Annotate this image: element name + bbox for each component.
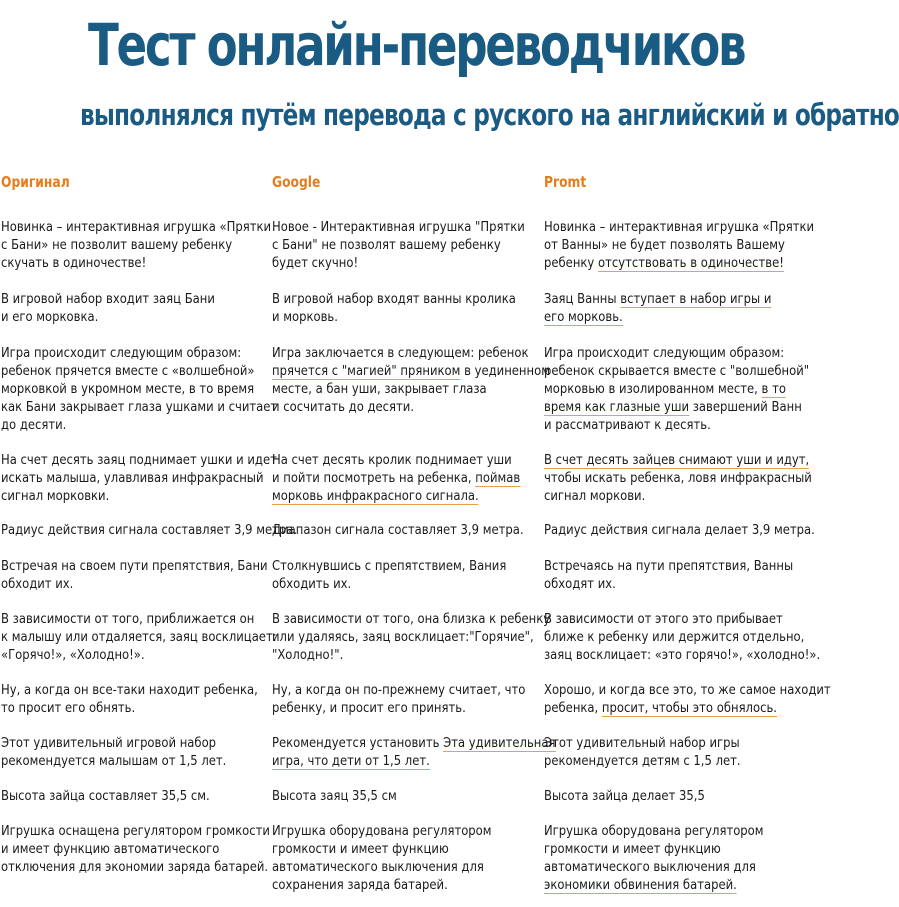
text-line	[272, 840, 521, 858]
page-title: Тест онлайн-переводчиков	[88, 11, 745, 79]
text-line	[544, 218, 815, 236]
text-line	[272, 521, 524, 539]
text-segment: ребенку	[544, 255, 598, 271]
text-line	[544, 752, 793, 770]
text-line	[1, 487, 250, 505]
text-segment: В игровой набор входят ванны кролика	[272, 291, 516, 307]
text-line	[544, 398, 802, 416]
text-line	[544, 628, 805, 646]
text-block-google	[272, 734, 556, 770]
text-segment: "Холодно!".	[272, 647, 344, 663]
text-segment: будет скучно!	[272, 255, 359, 271]
text-line	[544, 521, 815, 539]
text-block-original	[1, 290, 250, 326]
text-line	[1, 628, 277, 646]
text-line	[272, 610, 551, 628]
text-line	[1, 557, 268, 575]
text-block-original	[1, 344, 278, 434]
text-block-promt	[544, 822, 793, 894]
highlighted-phrase: его морковь.	[544, 309, 623, 325]
text-line	[544, 469, 812, 487]
text-block-original	[1, 610, 277, 664]
text-segment: до десяти.	[1, 417, 67, 433]
text-line	[1, 521, 298, 539]
text-segment: На счет десять заяц поднимает ушки и идет	[1, 452, 277, 468]
text-segment: Радиус действия сигнала составляет 3,9 метра.	[1, 522, 298, 538]
text-line	[272, 218, 525, 236]
text-segment: громкости и имеет функцию	[272, 841, 449, 857]
text-line	[272, 575, 521, 593]
text-segment: Высота заяц 35,5 см	[272, 788, 397, 804]
text-line	[272, 487, 521, 505]
text-segment: автоматического выключения для	[272, 859, 484, 875]
text-segment: Этот удивительный набор игры	[544, 735, 740, 751]
text-segment: Игрушка оборудована регулятором	[544, 823, 764, 839]
text-segment: Игра заключается в следующем: ребенок	[272, 345, 529, 361]
text-segment: ребенок скрывается вместе с "волшебной"	[544, 363, 810, 379]
text-line	[272, 236, 521, 254]
text-segment: с Бани" не позволят вашему ребенку	[272, 237, 501, 253]
text-block-google	[272, 681, 526, 717]
text-line	[544, 610, 793, 628]
text-line	[1, 469, 264, 487]
text-line	[544, 344, 793, 362]
text-line	[272, 344, 529, 362]
text-line	[544, 575, 793, 593]
text-segment: сохранения заряда батарей.	[272, 877, 448, 893]
text-line	[544, 840, 793, 858]
text-segment: морковкой в укромном месте, в то время	[1, 381, 255, 397]
text-segment: и пойти посмотреть на ребенка,	[272, 470, 476, 486]
text-line	[272, 451, 521, 469]
text-segment: Новинка – интерактивная игрушка «Прятки	[1, 219, 272, 235]
text-line	[544, 876, 793, 894]
text-block-google	[272, 344, 550, 416]
text-segment: Высота зайца составляет 35,5 см.	[1, 788, 210, 804]
text-block-original	[1, 451, 277, 505]
text-segment: Радиус действия сигнала делает 3,9 метра.	[544, 522, 815, 538]
text-block-promt	[544, 290, 793, 326]
text-segment: чтобы искать ребенка, ловя инфракрасный	[544, 470, 812, 486]
text-line	[544, 451, 810, 469]
column-heading-google: Google	[272, 173, 321, 191]
text-line	[544, 290, 793, 308]
text-segment: На счет десять кролик поднимает уши	[272, 452, 512, 468]
text-line	[272, 290, 521, 308]
text-block-original	[1, 681, 258, 717]
text-segment: Игрушка оборудована регулятором	[272, 823, 492, 839]
text-line	[1, 787, 250, 805]
text-segment: заяц восклицает: «это горячо!», «холодно!».	[544, 647, 821, 663]
text-line	[1, 681, 258, 699]
text-line	[544, 254, 793, 272]
text-segment: Игра происходит следующим образом:	[1, 345, 242, 361]
highlighted-phrase: поймав	[475, 470, 521, 486]
text-line	[272, 557, 521, 575]
text-segment: в уединенном	[460, 363, 550, 379]
text-segment: Ну, а когда он по-прежнему считает, что	[272, 682, 526, 698]
text-segment: к малышу или отдаляется, заяц восклицает:	[1, 629, 277, 645]
text-segment: ближе к ребенку или держится отдельно,	[544, 629, 805, 645]
text-block-promt	[544, 734, 793, 770]
highlighted-phrase: просит, чтобы это обнялось.	[601, 700, 778, 716]
text-segment: от Ванны» не будет позволять Вашему	[544, 237, 785, 253]
text-segment: морковью в изолированном месте,	[544, 381, 762, 397]
text-segment: отключения для экономии заряда батарей.	[1, 859, 269, 875]
text-segment: рекомендуется детям с 1,5 лет.	[544, 753, 741, 769]
text-line	[544, 416, 793, 434]
text-line	[1, 362, 255, 380]
text-segment: Этот удивительный игровой набор	[1, 735, 217, 751]
text-block-promt	[544, 451, 812, 505]
text-line	[272, 469, 521, 487]
text-block-promt	[544, 521, 815, 539]
text-line	[272, 876, 521, 894]
text-segment: Ну, а когда он все-таки находит ребенка,	[1, 682, 258, 698]
text-block-google	[272, 521, 524, 539]
text-block-original	[1, 218, 272, 272]
text-block-google	[272, 610, 551, 664]
column-heading-original: Оригинал	[1, 173, 70, 191]
text-line	[544, 858, 793, 876]
text-line	[544, 236, 793, 254]
text-line	[272, 646, 521, 664]
text-line	[272, 734, 556, 752]
text-segment: и его морковка.	[1, 309, 99, 325]
text-block-google	[272, 557, 521, 593]
highlighted-phrase: В счет десять зайцев снимают уши и идут,	[544, 452, 810, 468]
text-segment: скучать в одиночестве!	[1, 255, 147, 271]
text-block-google	[272, 787, 521, 805]
text-segment: ребенка,	[544, 700, 602, 716]
text-segment: или удаляясь, заяц восклицает:"Горячие",	[272, 629, 534, 645]
text-line	[272, 362, 550, 380]
text-block-original	[1, 557, 268, 593]
text-segment: В зависимости от этого это прибывает	[544, 611, 783, 627]
text-line	[272, 628, 534, 646]
text-line	[1, 752, 250, 770]
text-segment: Диапазон сигнала составляет 3,9 метра.	[272, 522, 524, 538]
text-segment: то просит его обнять.	[1, 700, 136, 716]
text-line	[544, 646, 821, 664]
text-block-promt	[544, 218, 815, 272]
text-line	[1, 308, 250, 326]
text-line	[1, 380, 255, 398]
text-line	[1, 646, 250, 664]
text-block-promt	[544, 610, 821, 664]
text-line	[1, 290, 250, 308]
text-segment: завершений Ванн	[689, 399, 802, 415]
text-segment: искать малыша, улавливая инфракрасный	[1, 470, 264, 486]
text-line	[544, 557, 793, 575]
text-block-original	[1, 521, 298, 539]
text-segment: ребенок прячется вместе с «волшебной»	[1, 363, 255, 379]
text-line	[1, 822, 270, 840]
text-block-google	[272, 218, 525, 272]
text-segment: Столкнувшись с препятствием, Вания	[272, 558, 507, 574]
text-line	[1, 840, 250, 858]
text-line	[1, 218, 272, 236]
highlighted-phrase: прячется с "магией" пряником	[272, 363, 461, 379]
text-line	[1, 398, 278, 416]
text-segment: Встречаясь на пути препятствия, Ванны	[544, 558, 794, 574]
text-block-original	[1, 734, 250, 770]
highlighted-phrase: вступает в набор игры и	[620, 291, 772, 307]
text-segment: обходят их.	[544, 576, 616, 592]
text-line	[544, 787, 793, 805]
text-line	[1, 451, 277, 469]
text-line	[544, 362, 810, 380]
text-line	[272, 398, 521, 416]
text-block-promt	[544, 787, 793, 805]
text-segment: ребенку, и просит его принять.	[272, 700, 466, 716]
text-line	[544, 487, 793, 505]
highlighted-phrase: в то	[761, 381, 786, 397]
text-line	[272, 822, 521, 840]
text-line	[544, 734, 793, 752]
text-line	[1, 734, 250, 752]
text-line	[272, 254, 521, 272]
text-line	[1, 254, 250, 272]
text-segment: Игрушка оснащена регулятором громкости	[1, 823, 270, 839]
highlighted-phrase: время как глазные уши	[544, 399, 690, 415]
text-segment: и морковь.	[272, 309, 338, 325]
highlighted-phrase: Эта удивительная	[443, 735, 556, 751]
text-line	[544, 308, 793, 326]
text-segment: Высота зайца делает 35,5	[544, 788, 705, 804]
text-block-promt	[544, 557, 793, 593]
text-line	[1, 344, 250, 362]
text-block-original	[1, 822, 270, 876]
text-line	[272, 858, 521, 876]
text-segment: Встречая на своем пути препятствия, Бани	[1, 558, 268, 574]
text-line	[1, 236, 250, 254]
text-segment: Новое - Интерактивная игрушка "Прятки	[272, 219, 525, 235]
highlighted-phrase: экономики обвинения батарей.	[544, 877, 737, 893]
text-line	[544, 380, 793, 398]
text-segment: месте, а бан уши, закрывает глаза	[272, 381, 487, 397]
highlighted-phrase: морковь инфракрасного сигнала.	[272, 488, 479, 504]
text-segment: Рекомендуется установить	[272, 735, 444, 751]
text-segment: и сосчитать до десяти.	[272, 399, 415, 415]
text-segment: В зависимости от того, она близка к ребенку	[272, 611, 551, 627]
text-line	[544, 699, 793, 717]
column-heading-promt: Promt	[544, 173, 587, 191]
text-segment: сигнал моркови.	[544, 488, 646, 504]
highlighted-phrase: игра, что дети от 1,5 лет.	[272, 753, 430, 769]
text-line	[272, 752, 521, 770]
text-line	[272, 787, 521, 805]
text-block-google	[272, 451, 521, 505]
text-line	[272, 308, 521, 326]
text-segment: как Бани закрывает глаза ушками и считает	[1, 399, 278, 415]
page-subtitle: выполнялся путём перевода с руского на английский и обратно	[80, 98, 899, 132]
text-segment: Новинка – интерактивная игрушка «Прятки	[544, 219, 815, 235]
text-segment: сигнал морковки.	[1, 488, 110, 504]
text-line	[1, 699, 250, 717]
text-line	[1, 575, 250, 593]
text-segment: и имеет функцию автоматического	[1, 841, 220, 857]
text-segment: обходить их.	[272, 576, 352, 592]
text-segment: В игровой набор входит заяц Бани	[1, 291, 215, 307]
text-segment: В зависимости от того, приближается он	[1, 611, 255, 627]
text-segment: с Бани» не позволит вашему ребенку	[1, 237, 233, 253]
text-block-original	[1, 787, 250, 805]
text-segment: Заяц Ванны	[544, 291, 621, 307]
text-segment: громкости и имеет функцию	[544, 841, 721, 857]
text-line	[272, 699, 521, 717]
text-line	[1, 416, 250, 434]
text-segment: обходит их.	[1, 576, 74, 592]
text-line	[544, 681, 831, 699]
text-block-promt	[544, 344, 810, 434]
text-line	[1, 858, 269, 876]
text-segment: рекомендуется малышам от 1,5 лет.	[1, 753, 227, 769]
text-line	[272, 681, 526, 699]
highlighted-phrase: отсутствовать в одиночестве!	[597, 255, 784, 271]
text-line	[272, 380, 521, 398]
text-segment: Игра происходит следующим образом:	[544, 345, 785, 361]
text-segment: Хорошо, и когда все это, то же самое находит	[544, 682, 831, 698]
text-block-google	[272, 822, 521, 894]
text-line	[544, 822, 793, 840]
text-segment: автоматического выключения для	[544, 859, 756, 875]
text-line	[1, 610, 255, 628]
text-segment: и рассматривают к десять.	[544, 417, 711, 433]
text-block-promt	[544, 681, 831, 717]
text-segment: «Горячо!», «Холодно!».	[1, 647, 145, 663]
text-block-google	[272, 290, 521, 326]
